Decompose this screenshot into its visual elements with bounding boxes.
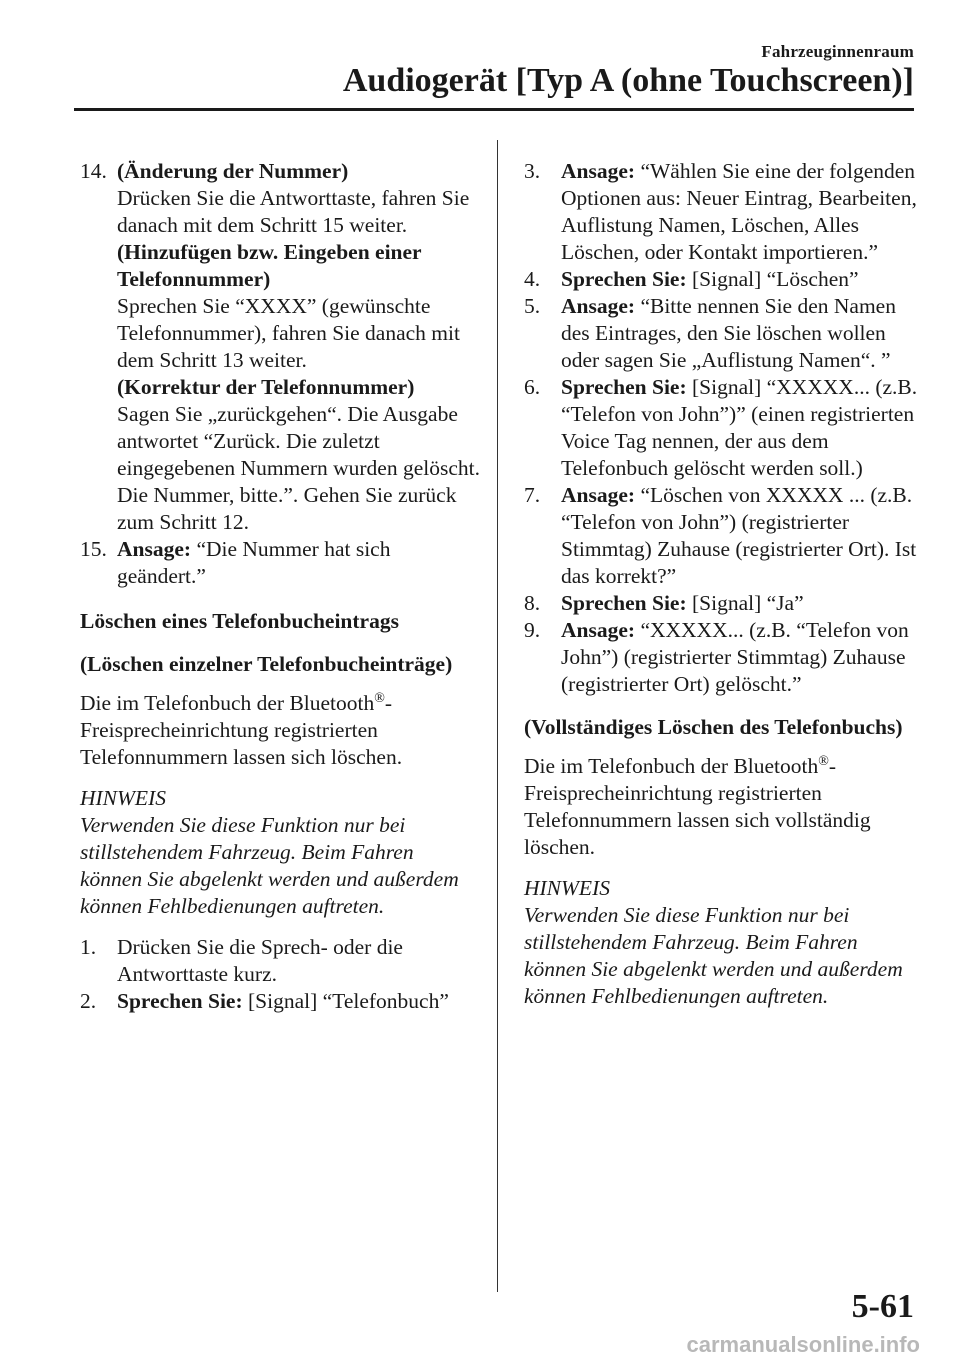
step-2 [80,988,480,1015]
step-text: “Die Nummer hat sich geändert.” [117,537,391,588]
step-label: Ansage: [561,483,636,507]
paragraph-text: Die im Telefonbuch der Bluetooth [80,691,375,715]
step-4 [524,266,924,293]
step-text: [Signal] “Löschen” [686,267,859,291]
step-text: “Wählen Sie eine der folgenden Optionen aus: Neuer Eintrag, Bearbeiten, Auflistung Namen, Löschen, Alles Löschen, oder Kontakt importieren.” [561,159,917,264]
step-label: Ansage: [561,294,636,318]
step-text: “XXXXX... (z.B. “Telefon von John”) (registrierter Stimmtag) Zuhause (registrierter Ort) gelöscht.” [561,618,909,696]
step-text: [Signal] “Telefonbuch” [242,989,449,1013]
step-number: 8. [524,591,541,615]
step-text: Drücken Sie die Sprech- oder die Antworttaste kurz. [117,935,403,986]
registered-mark: ® [818,753,829,769]
step-number: 6. [524,375,541,399]
step-text: Sagen Sie „zurückgehen“. Die Ausgabe antwortet “Zurück. Die zuletzt eingegebenen Nummern wurden gelöscht. Die Nummer, bitte.”. Gehen Sie zurück zum Schritt 12. [117,402,480,534]
step-9 [524,617,924,698]
step-label: Ansage: [117,537,192,561]
step-label: Ansage: [561,159,636,183]
step-number: 2. [80,989,97,1013]
step-list [80,934,480,1015]
paragraph-text: -Freisprecheinrichtung registrierten Telefonnummern lassen sich löschen. [80,691,403,769]
step-subheading: (Korrektur der Telefonnummer) [117,375,415,399]
body-paragraph [524,753,924,861]
step-3 [524,158,924,266]
step-5 [524,293,924,374]
page-number: 5-61 [851,1288,914,1325]
paragraph-text: Die im Telefonbuch der Bluetooth [524,754,819,778]
step-label: Sprechen Sie: [561,267,687,291]
step-text: Drücken Sie die Antworttaste, fahren Sie danach mit dem Schritt 15 weiter. [117,186,470,237]
registered-mark: ® [374,690,385,706]
step-8 [524,590,924,617]
body-paragraph [80,690,480,771]
step-number: 7. [524,483,541,507]
step-number: 5. [524,294,541,318]
running-header-title: Audiogerät [Typ A (ohne Touchscreen)] [342,62,914,99]
step-label: Sprechen Sie: [561,591,687,615]
column-divider [497,140,498,1292]
section-heading: Löschen eines Telefonbucheintrags [80,609,399,633]
subsection-heading: (Vollständiges Löschen des Telefonbuchs) [524,715,903,739]
note-text: Verwenden Sie diese Funktion nur bei stillstehendem Fahrzeug. Beim Fahren können Sie abgelenkt werden und außerdem können Fehlbedienungen auftreten. [524,903,903,1008]
step-6 [524,374,924,482]
step-text: [Signal] “XXXXX... (z.B. “Telefon von John”)” (einen registrierten Voice Tag nennen, der aus dem Telefonbuch gelöscht werden soll.) [561,375,918,480]
note-title: HINWEIS [524,876,610,900]
step-number: 1. [80,935,97,959]
step-label: Sprechen Sie: [561,375,687,399]
step-label: Sprechen Sie: [117,989,243,1013]
running-header-section: Fahrzeuginnenraum [761,42,914,61]
watermark: carmanualsonline.info [686,1332,920,1357]
step-text: “Löschen von XXXXX ... (z.B. “Telefon von John”) (registrierter Stimmtag) Zuhause (registrierter Ort). Ist das korrekt?” [561,483,917,588]
step-number: 3. [524,159,541,183]
step-14 [80,158,480,536]
step-number: 4. [524,267,541,291]
step-subheading: (Änderung der Nummer) [117,159,349,183]
step-label: Ansage: [561,618,636,642]
step-text: [Signal] “Ja” [686,591,804,615]
step-7 [524,482,924,590]
note-title: HINWEIS [80,786,166,810]
subsection-heading: (Löschen einzelner Telefonbucheinträge) [80,652,453,676]
step-text: “Bitte nennen Sie den Namen des Eintrages, den Sie löschen wollen oder sagen Sie „Auflistung Namen“. ” [561,294,896,372]
step-text: Sprechen Sie “XXXX” (gewünschte Telefonnummer), fahren Sie danach mit dem Schritt 13 weiter. [117,294,460,372]
step-subheading: (Hinzufügen bzw. Eingeben einer Telefonnummer) [117,240,422,291]
left-column [80,158,480,1015]
step-number: 15. [80,537,107,561]
right-column [524,158,924,1010]
step-15 [80,536,480,590]
header-rule [74,108,914,111]
note-text: Verwenden Sie diese Funktion nur bei stillstehendem Fahrzeug. Beim Fahren können Sie abgelenkt werden und außerdem können Fehlbedienungen auftreten. [80,813,459,918]
step-1 [80,934,480,988]
step-number: 9. [524,618,541,642]
step-number: 14. [80,159,107,183]
paragraph-text: -Freisprecheinrichtung registrierten Telefonnummern lassen sich vollständig löschen. [524,754,871,859]
